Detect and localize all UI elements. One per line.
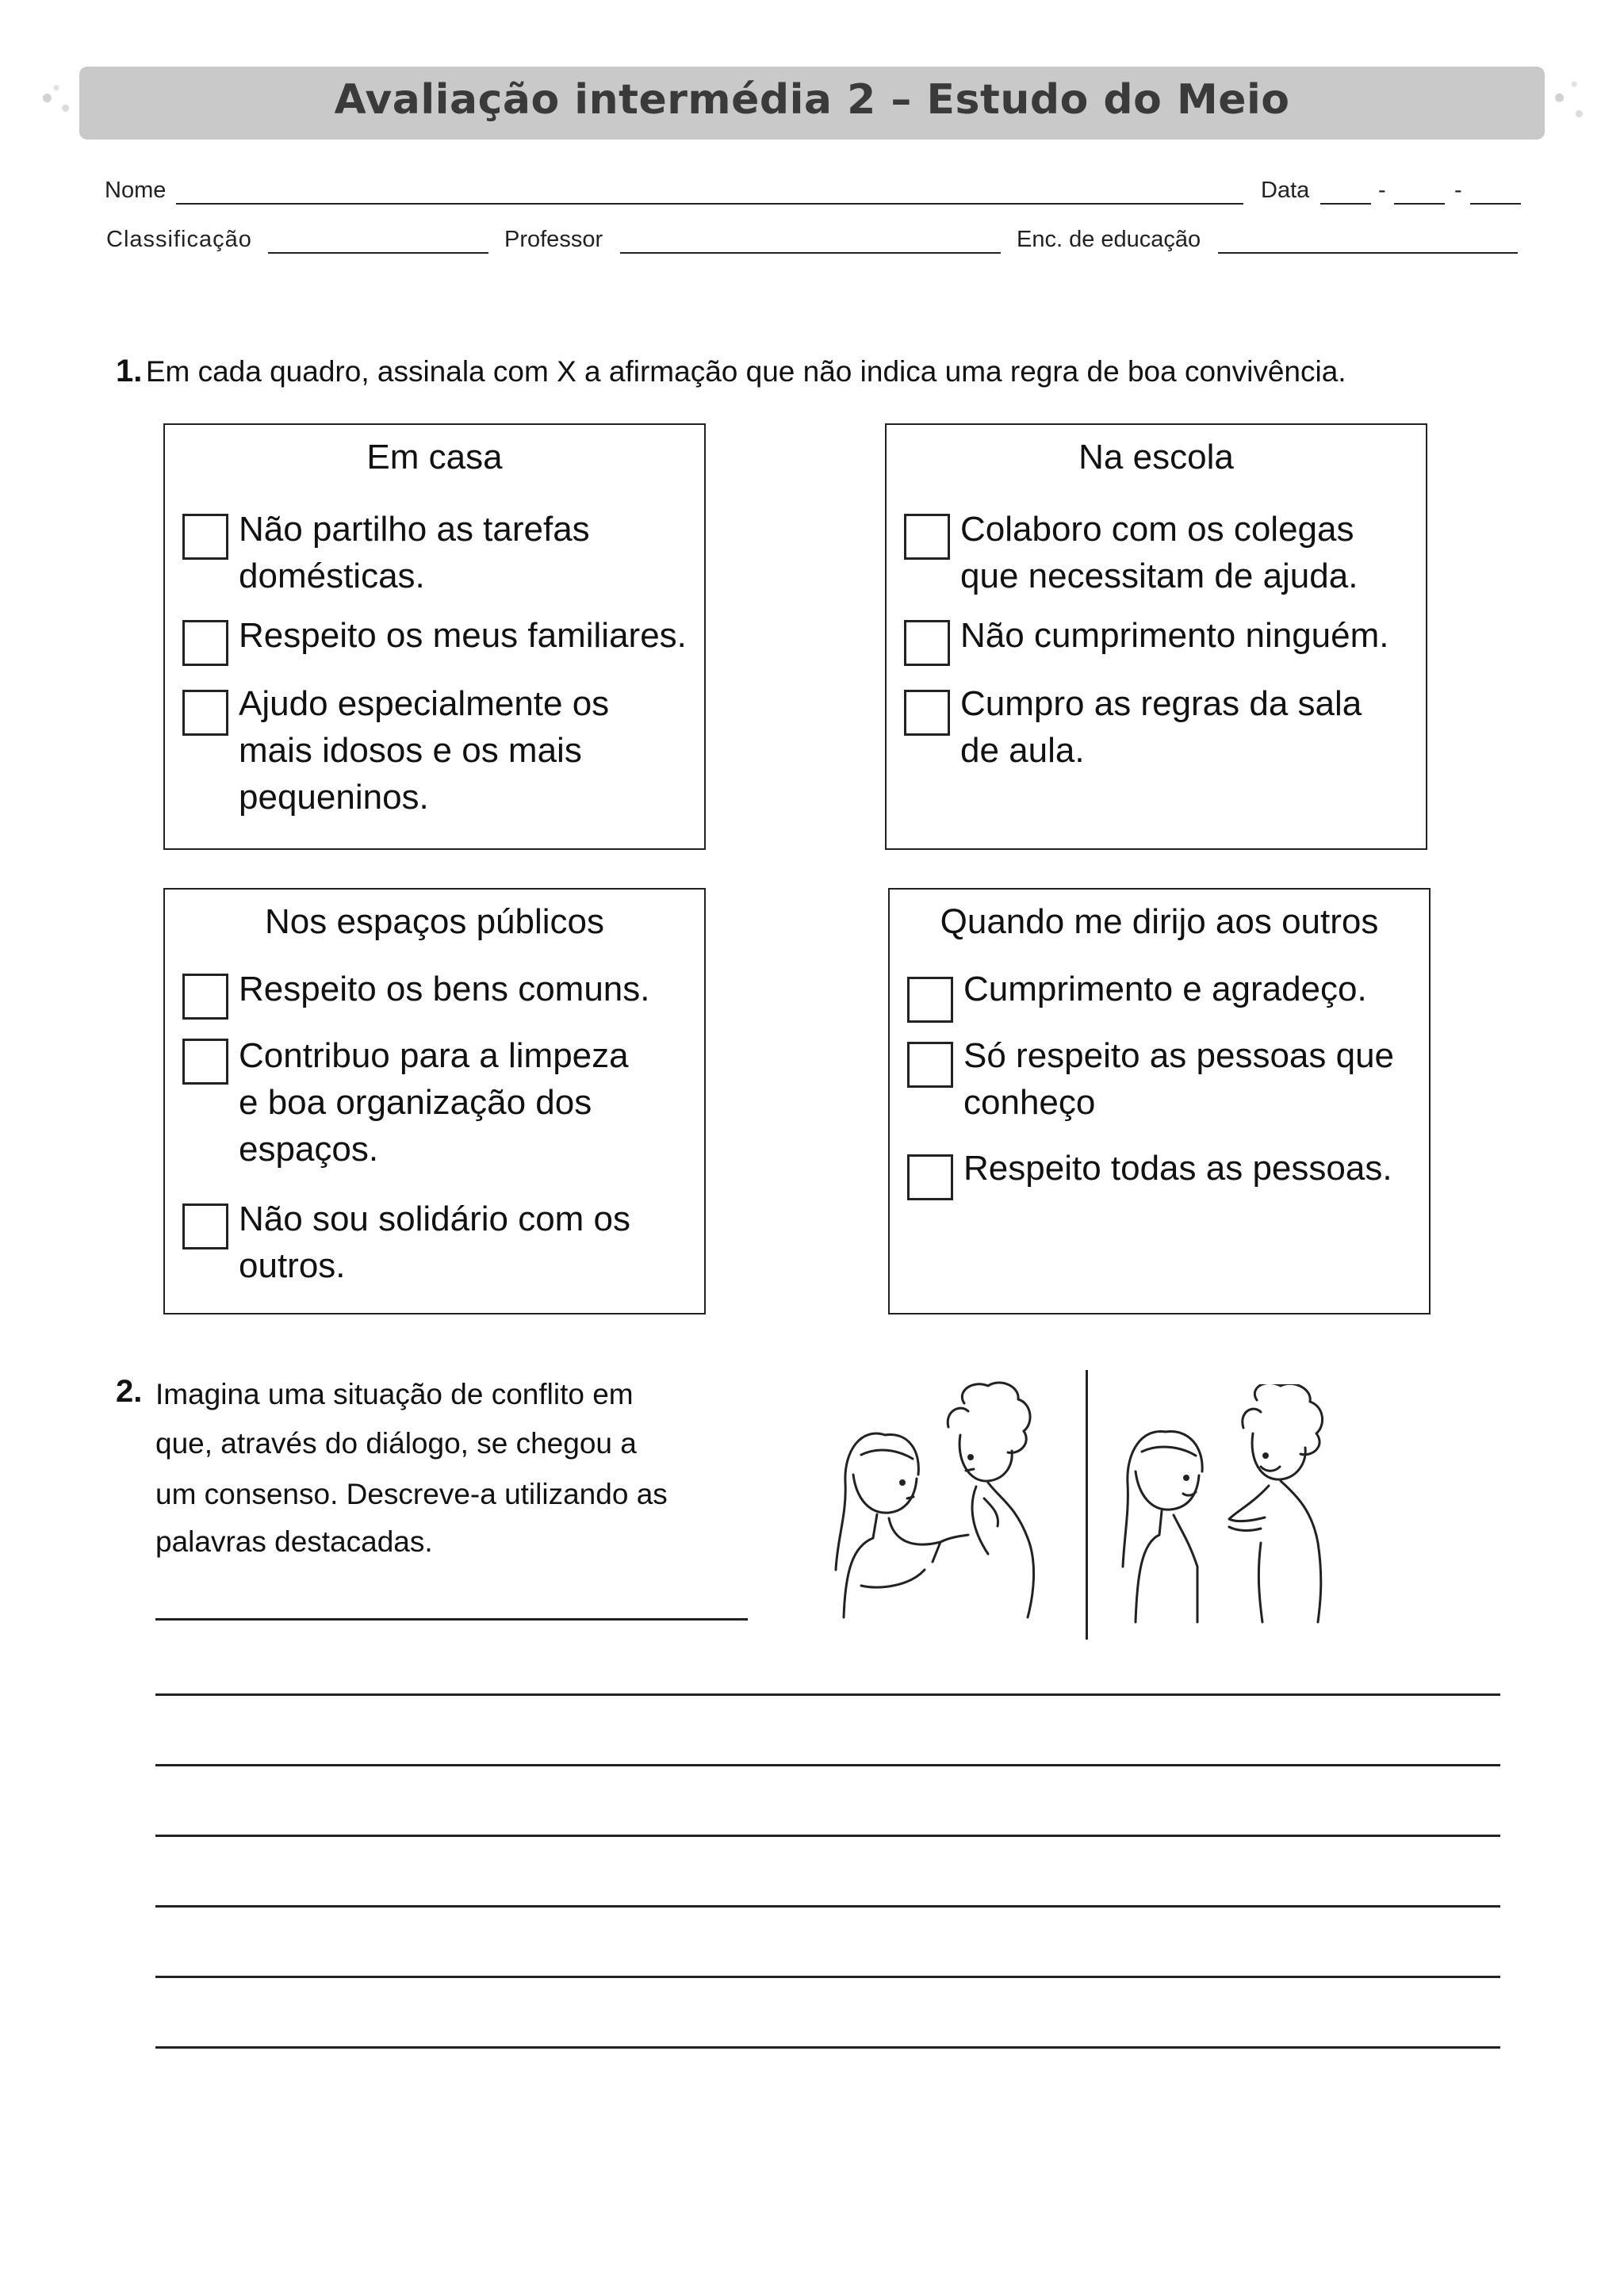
question-2-line: palavras destacadas. <box>155 1525 433 1558</box>
checkbox[interactable] <box>904 514 950 560</box>
checkbox[interactable] <box>904 690 950 736</box>
box-title: Em casa <box>366 438 503 476</box>
classification-label: Classificação <box>106 227 252 252</box>
date-label: Data <box>1261 178 1310 203</box>
option-text: Só respeito as pessoas que conheço <box>963 1036 1395 1122</box>
box-dirijo-aos-outros <box>888 888 1431 1314</box>
checkbox[interactable] <box>907 977 953 1023</box>
option-text: Não sou solidário com os outros. <box>239 1200 631 1285</box>
checkbox[interactable] <box>182 1039 228 1085</box>
option-text: Não cumprimento ninguém. <box>960 616 1389 655</box>
option-text: Respeito os meus familiares. <box>239 616 687 655</box>
date-month-field[interactable] <box>1394 203 1445 205</box>
date-day-field[interactable] <box>1320 203 1371 205</box>
question-2-line: Imagina uma situação de conflito em <box>155 1378 634 1410</box>
question-2-line: que, através do diálogo, se chegou a <box>155 1427 637 1460</box>
guardian-field[interactable] <box>1218 252 1518 254</box>
checkbox[interactable] <box>182 690 228 736</box>
checkbox[interactable] <box>182 974 228 1020</box>
option-text: Colaboro com os colegas que necessitam de ajuda. <box>960 510 1358 595</box>
answer-line[interactable] <box>155 1835 1500 1837</box>
teacher-field[interactable] <box>620 252 1001 254</box>
answer-line[interactable] <box>155 2046 1500 2049</box>
answer-line[interactable] <box>155 1976 1500 1978</box>
question-text: Em cada quadro, assinala com X a afirmação que não indica uma regra de boa convivência. <box>145 355 1346 388</box>
answer-line[interactable] <box>155 1764 1500 1766</box>
option-text: Respeito os bens comuns. <box>239 970 650 1008</box>
option-text: Cumprimento e agradeço. <box>963 970 1367 1008</box>
option-text: Ajudo especialmente os mais idosos e os mais pequeninos. <box>239 684 610 817</box>
option-text: Respeito todas as pessoas. <box>963 1149 1392 1188</box>
name-field[interactable] <box>176 203 1243 205</box>
page-title: Avaliação intermédia 2 – Estudo do Meio <box>334 76 1290 124</box>
date-year-field[interactable] <box>1470 203 1521 205</box>
conflict-illustration <box>829 1380 1078 1625</box>
box-na-escola <box>885 423 1427 850</box>
question-2-number: 2. <box>116 1374 143 1409</box>
box-espacos-publicos <box>163 888 706 1314</box>
name-label: Nome <box>105 178 167 203</box>
answer-line[interactable] <box>155 1693 1500 1696</box>
option-text: Contribuo para a limpeza e boa organização dos espaços. <box>239 1036 629 1169</box>
checkbox[interactable] <box>907 1042 953 1088</box>
option-text: Não partilho as tarefas domésticas. <box>239 510 590 595</box>
checkbox[interactable] <box>904 620 950 666</box>
answer-line[interactable] <box>155 1618 748 1621</box>
question-number: 1. <box>116 354 143 388</box>
answer-line[interactable] <box>155 1905 1500 1908</box>
illustration-divider <box>1086 1370 1088 1640</box>
question-1 <box>116 354 1346 389</box>
checkbox[interactable] <box>907 1154 953 1200</box>
classification-field[interactable] <box>268 252 488 254</box>
checkbox[interactable] <box>182 620 228 666</box>
option-text: Cumpro as regras da sala de aula. <box>960 684 1362 770</box>
guardian-label: Enc. de educação <box>1017 227 1201 252</box>
checkbox[interactable] <box>182 514 228 560</box>
box-title: Quando me dirijo aos outros <box>940 902 1379 941</box>
box-title: Na escola <box>1078 438 1234 476</box>
resolution-illustration <box>1118 1384 1356 1630</box>
date-separator: - <box>1378 178 1386 203</box>
teacher-label: Professor <box>504 227 603 252</box>
box-title: Nos espaços públicos <box>264 902 604 941</box>
title-banner <box>79 67 1545 140</box>
box-em-casa <box>163 423 706 850</box>
date-separator: - <box>1454 178 1462 203</box>
question-2-line: um consenso. Descreve-a utilizando as <box>155 1478 668 1510</box>
checkbox[interactable] <box>182 1203 228 1249</box>
